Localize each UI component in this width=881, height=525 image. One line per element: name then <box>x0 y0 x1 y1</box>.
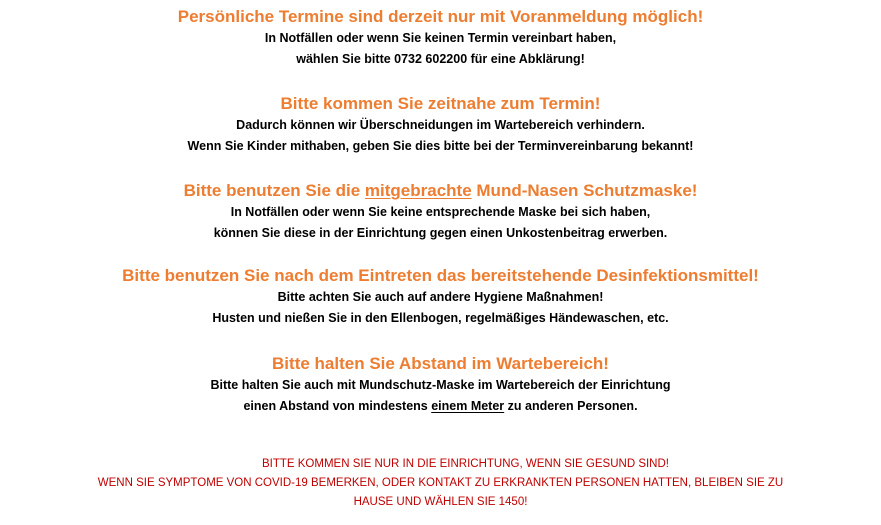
heading-punctuality: Bitte kommen Sie zeitnahe zum Termin! <box>280 94 601 113</box>
heading-mask-part: Bitte benutzen Sie die <box>183 181 365 200</box>
notice-mask <box>0 180 881 244</box>
notice-distance <box>0 353 881 417</box>
body-line-distance <box>0 396 881 417</box>
body-line: können Sie diese in der Einrichtung gegen einen Unkostenbeitrag erwerben. <box>213 226 668 240</box>
notice-appointments <box>0 6 881 70</box>
heading-appointments: Persönliche Termine sind derzeit nur mit Voranmeldung möglich! <box>177 7 704 26</box>
body-line: Bitte achten Sie auch auf andere Hygiene Maßnahmen! <box>277 290 604 304</box>
body-line: In Notfällen oder wenn Sie keinen Termin vereinbart haben, <box>264 31 617 45</box>
body-line: Dadurch können wir Überschneidungen im Wartebereich verhindern. <box>236 118 645 132</box>
body-line: Husten und nießen Sie in den Ellenbogen, regelmäßiges Händewaschen, etc. <box>212 311 669 325</box>
body-line: Wenn Sie Kinder mithaben, geben Sie dies bitte bei der Terminvereinbarung bekannt! <box>187 139 694 153</box>
warning-line: WENN SIE SYMPTOME VON COVID-19 BEMERKEN, ODER KONTAKT ZU ERKRANKTEN PERSONEN HATTEN, BLEIBEN SIE ZU <box>97 477 784 489</box>
body-line: In Notfällen oder wenn Sie keine entsprechende Maske bei sich haben, <box>230 205 651 219</box>
warning-line: BITTE KOMMEN SIE NUR IN DIE EINRICHTUNG, WENN SIE GESUND SIND! <box>261 458 669 470</box>
heading-distance: Bitte halten Sie Abstand im Wartebereich! <box>272 354 609 373</box>
notice-punctuality <box>0 93 881 157</box>
warning-line: HAUSE UND WÄHLEN SIE 1450! <box>353 496 528 508</box>
heading-disinfection: Bitte benutzen Sie nach dem Eintreten das bereitstehende Desinfektionsmittel! <box>122 266 759 285</box>
heading-mask-part: Mund-Nasen Schutzmaske! <box>471 181 698 200</box>
body-line: Bitte halten Sie auch mit Mundschutz-Maske im Wartebereich der Einrichtung <box>210 378 671 392</box>
body-line-underlined: einem Meter <box>431 399 505 413</box>
heading-mask-underlined: mitgebrachte <box>364 181 472 200</box>
notice-disinfection <box>0 265 881 329</box>
body-line-part: zu anderen Personen. <box>504 399 638 413</box>
covid-warning <box>0 455 881 512</box>
body-line: wählen Sie bitte 0732 602200 für eine Abklärung! <box>296 52 585 66</box>
body-line-part: einen Abstand von mindestens <box>243 399 432 413</box>
heading-mask <box>0 180 881 202</box>
